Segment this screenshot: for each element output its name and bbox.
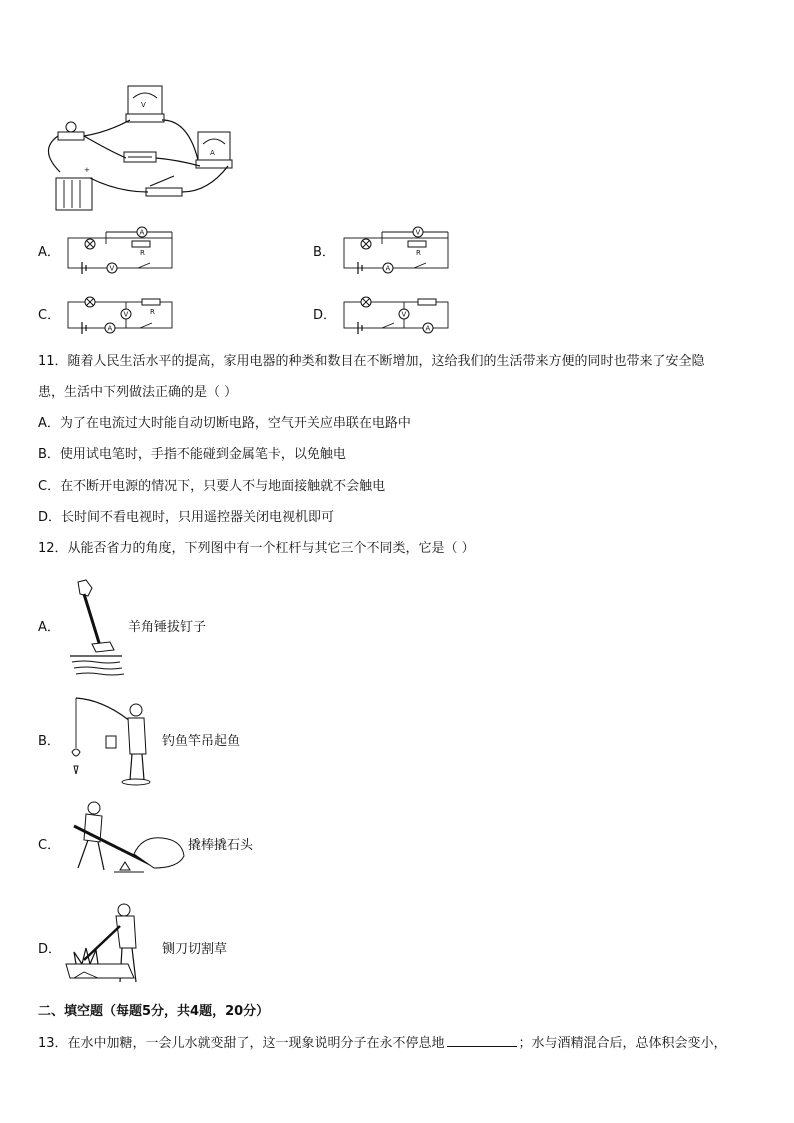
q10-option-c-letter[interactable]: C． (38, 308, 61, 323)
q11-stem-line2: 患，生活中下列做法正确的是（ ） (38, 385, 238, 400)
q13-part2: ；水与酒精混合后，总体积会变小， (518, 1036, 727, 1051)
q12-option-c-letter[interactable]: C． (38, 838, 61, 853)
svg-text:R: R (416, 249, 421, 257)
q12-option-b-caption: 钓鱼竿吊起鱼 (162, 734, 241, 749)
circuit-diagram-c (66, 296, 176, 332)
circuit-diagram-b (342, 230, 452, 272)
svg-text:R: R (150, 308, 155, 316)
q13-part1: 13．在水中加糖，一会儿水就变甜了，这一现象说明分子在永不停息地 (38, 1036, 445, 1051)
q11-option-d[interactable]: D．长时间不看电视时，只用遥控器关闭电视机即可 (38, 510, 335, 525)
circuit-diagram-a (66, 230, 176, 272)
crowbar-figure (64, 800, 188, 882)
voltmeter-device (126, 86, 164, 122)
q11-option-c[interactable]: C．在不断开电源的情况下，只要人不与地面接触就不会触电 (38, 479, 386, 494)
q11-option-a[interactable]: A．为了在电流过大时能自动切断电路，空气开关应串联在电路中 (38, 416, 411, 431)
svg-text:V: V (401, 310, 407, 319)
lamp-device (58, 122, 84, 140)
claw-hammer-figure (70, 578, 126, 676)
q12-option-d-caption: 铡刀切割草 (162, 942, 228, 957)
svg-text:V: V (415, 228, 421, 237)
ammeter-device (196, 132, 232, 168)
svg-text:A: A (139, 228, 145, 237)
fodder-cutter-figure (64, 902, 160, 990)
svg-text:R: R (140, 249, 145, 257)
q12-option-a-caption: 羊角锤拔钉子 (128, 620, 207, 635)
q11-stem-line1: 11．随着人民生活水平的提高，家用电器的种类和数目在不断增加，这给我们的生活带来方便的同时也带来了安全隐 (38, 354, 705, 369)
fishing-figure (66, 696, 158, 788)
q12-option-a-letter[interactable]: A． (38, 620, 60, 635)
q12-option-b-letter[interactable]: B． (38, 734, 60, 749)
circuit-diagram-d (342, 296, 452, 332)
svg-text:V: V (123, 310, 129, 319)
q12-option-c-caption: 撬棒撬石头 (188, 838, 254, 853)
circuit-physical-figure (38, 80, 248, 215)
q11-option-b[interactable]: B．使用试电笔时，手指不能碰到金属笔卡，以免触电 (38, 447, 346, 462)
svg-text:V: V (109, 264, 115, 273)
svg-text:A: A (107, 324, 113, 333)
svg-text:V: V (141, 101, 146, 109)
q12-stem: 12．从能否省力的角度，下列图中有一个杠杆与其它三个不同类，它是（ ） (38, 541, 475, 556)
q10-option-b-letter[interactable]: B． (313, 245, 335, 260)
svg-text:+: + (84, 166, 90, 174)
svg-text:A: A (425, 324, 431, 333)
svg-text:A: A (210, 149, 215, 157)
q10-option-a-letter[interactable]: A． (38, 245, 60, 260)
battery-device (56, 166, 92, 210)
q10-option-d-letter[interactable]: D． (313, 308, 337, 323)
q12-option-d-letter[interactable]: D． (38, 942, 62, 957)
rheostat-device (124, 152, 156, 162)
switch-device (146, 176, 182, 196)
section-title-fill-blank: 二、填空题（每题5分，共4题，20分） (38, 1004, 270, 1019)
q13-answer-blank[interactable] (447, 1034, 517, 1047)
svg-text:A: A (385, 264, 391, 273)
q13-line (38, 1034, 727, 1053)
